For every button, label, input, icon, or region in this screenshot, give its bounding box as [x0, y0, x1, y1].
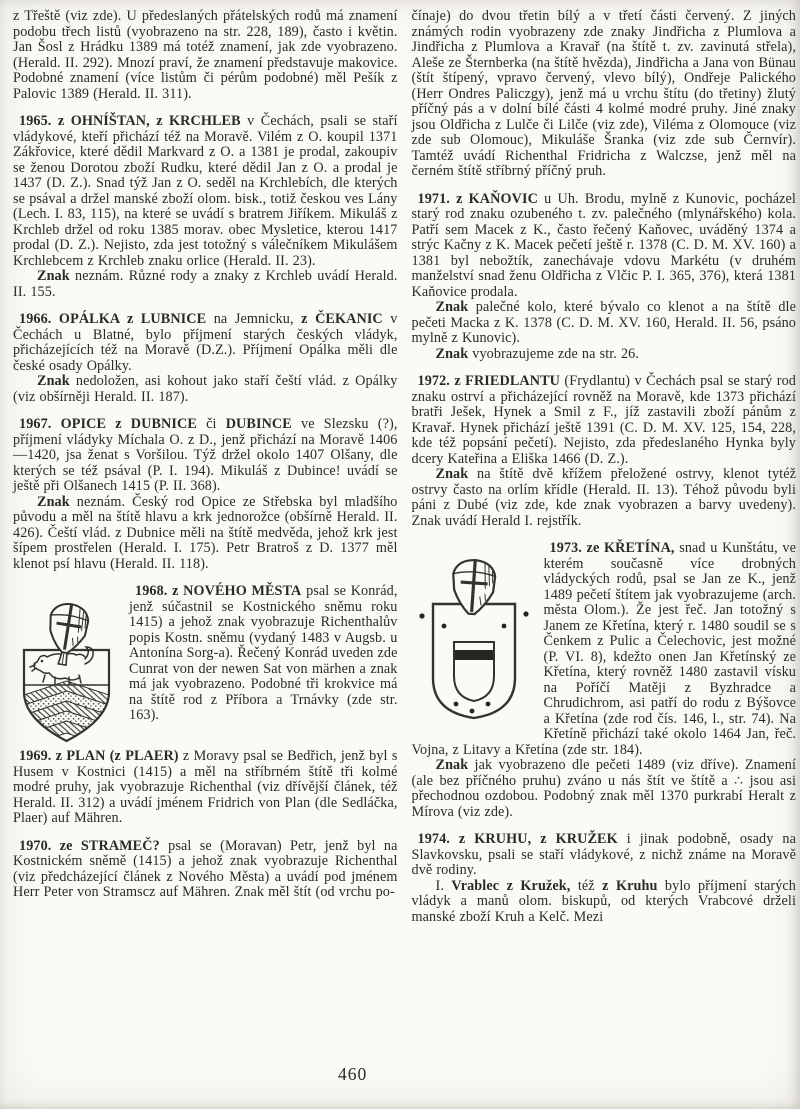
paragraph: 1965. z OHNÍŠTAN, z KRCHLEB v Čechách, psali se staří vládykové, kteří přichází též na Moravě. Vilém z O. koupil 1371 Zákřovice, které dědil Markvard z O. a 1381 je prodal, zakoupiv se ženou Dorotou zboží Rudku, které dědil Jan z O. a prodal je 1437 (D. Z.). Snad týž Jan z O. seděl na Krchlebích, dle kterých se psával a držel manské zboží olom. bisk., totiž českou ves Lány (Lech. I. 83, 115), na které se uvádí s bratrem Jiříkem. Mikuláš z Krchleb držel od roku 1385 morav. obec Mysletice, kterou 1417 prodal (D. Z.). Nejisto, zda jest totožný s válečníkem Mikulášem Krchlebcem z Krchleb znaku orlice (Herald. II. 23).	[13, 113, 398, 269]
paragraph: 1970. ze STRAMEČ? psal se (Moravan) Petr, jenž byl na Kostnickém sněmě (1415) a jehož znak vyobrazuje Richenthal (viz předcházející článek z Nového Města) a uvádí pod jménem Herr Peter von Stramscz auf Mähren. Znak měl štít (od vrchu po-	[13, 837, 398, 900]
paragraph: Znak jak vyobrazeno dle pečeti 1489 (viz dříve). Znamení (ale bez příčného pruhu) zváno u nás štít ve štítě a ∴ jsou asi přechodnou ozdobou. Podobný znak měl 1370 purkrabí Heralt z Mírova (viz zde).	[411, 757, 796, 820]
paragraph-continuation: čínaje) do dvou třetin bílý a v třetí části červený. Z jiných známých rodin vyobrazeny zde znaky Jindřicha z Plumlova a Jindřicha z Plumlova a Kravař (na štítě t. zv. zavinutá střela), Aleše ze Šternberka (na štítě hvězda), Jindřicha a Jana von Bünau (štít štípený, vpravo červený, vlevo bílý), Ondřeje Palického (Herr Ondres Paliczgy), jenž má u vrchu štítu (do třetiny) žlutý příčný pás a v dolní bílé části 4 kolmé modré pruhy. Jiné znaky jsou Oldřicha z Lulče či Lilče (viz zde), Viléma z Olomouce (viz zde sub Olomouc), Mikuláše Šranka (viz zde sub Černvír). Tamtéž uvádí Richenthal Fridricha z Walczse, jenž měl na černém štítě stříbrný příčný pruh.	[411, 8, 796, 179]
paragraph: Znak vyobrazujeme zde na str. 26.	[435, 345, 640, 362]
paragraph: Znak palečné kolo, které bývalo co klenot a na štítě dle pečeti Macka z K. 1378 (C. D. M. XV. 160, Herald. II. 56, psáno mylně z Kunovic).	[411, 299, 796, 346]
right-column	[412, 9, 797, 925]
page-number: 460	[338, 1064, 368, 1084]
paragraph: Znak nedoložen, asi kohout jako staří čeští vlád. z Opálky (viz obšírněji Herald. II. 187).	[13, 373, 398, 405]
paragraph: 1969. z PLAN (z PLAER) z Moravy psal se Bedřich, jenž byl s Husem v Kostnici (1415) a měl na stříbrném štítě tři kolmé modré pruhy, jak vyobrazuje Richenthal (viz dřívější článek, též Herald. II. 312) a uvádí jménem Fridrich von Plan (dle Sedláčka, Plaer) auf Mähren.	[13, 748, 398, 826]
section-1970	[13, 839, 398, 901]
section-1967	[13, 417, 398, 572]
section-1966	[13, 312, 398, 405]
section-1968	[13, 584, 398, 724]
left-column	[13, 9, 398, 925]
section-1965	[13, 114, 398, 300]
paragraph: 1966. OPÁLKA z LUBNICE na Jemnicku, z ČEKANIC v Čechách u Blatné, bylo příjmení starých českých vládyk, přicházejících též na Moravě (D.Z.). Příjmení Opálka měli dle české osady Opálky.	[13, 311, 398, 374]
inner-shield-band	[455, 650, 493, 660]
paragraph: Znak neznám. Český rod Opice ze Střebska byl mladšího původu a měl na štítě hlavu a krk jednorožce (obšírně Herald. II. 426). Čeští vlád. z Dubnice měli na štítě medvěda, jehož krk jest šípem prostřelen (Herald. I. 175). Petr Bratroš z D. 1377 měl klenot psí hlavu (Herald. II. 118).	[13, 493, 398, 572]
paragraph: 1973. ze KŘETÍNA, snad u Kunštátu, ve kterém současně více drobných vládyckých rodů, psal se Jan ze K., jenž 1489 pečetí štítem jak vyobrazujeme (arch. města Olom.). Že jest řeč. Jan totožný s Janem ze Křetína, který r. 1480 soudil se s Čenkem z Pulic a Čelechovic, jest možné (P. VI. 8), kdežto onen Jan Křetínský ze Křetína, který rovněž 1480 zastavil vísku na Poříčí Matěji z Byzhradce a Chrudichrom, asi patří do rodu z Býšovce a Křetína (zde rod čís. 146, l., str. 74). Na Křetíně přichází také okolo 1464 Jan, řeč. Vojna, z Litavy a Křetína (zde str. 184).	[411, 540, 796, 758]
paragraph: I. Vrablec z Kružek, též z Kruhu bylo příjmení starých vládyk a manů olom. biskupů, od kterých Vrabcové drželi manské zboží Kruh a Kelč. Mezi	[411, 877, 796, 925]
section-1972	[412, 374, 797, 529]
coat-of-arms-noveho-mesta-illustration	[17, 597, 117, 747]
kretin-seal-illustration	[416, 554, 532, 732]
section-1974	[412, 832, 797, 925]
paragraph: 1967. OPICE z DUBNICE či DUBINCE ve Slezsku (?), příjmení vládyky Míchala O. z D., jenž přichází na Moravě 1406—1420, jsa ženat s Voršilou. Týž držel okolo 1407 Olšany, dle kterých se též psával (P. I. 194). Mikuláš z Dubince! uvádí se ještě při Olšanech 1415 (P. II. 368).	[13, 416, 398, 494]
paragraph: 1968. z NOVÉHO MĚSTA psal se Konrád, jenž súčastnil se Kostnického sněmu roku 1415) a jehož znak vyobrazuje Richenthalův popis Kostn. sněmu (vydaný 1483 v Augsb. u Antonína Sorg-a). Řečený Konrád uveden zde Cunrat von der newen Sat von märhen a znak má jak vyobrazeno. Podobné tři krokvice má na štítě rod z Příbora a Trnávky (zde str. 163).	[13, 584, 398, 724]
paragraph: 1971. z KAŇOVIC u Uh. Brodu, mylně z Kunovic, pocházel starý rod znaku ozubeného t. zv. palečného (mlynářského) kola. Patří sem Macek z K., často řečený Kaňovec, uváděný 1374 a strýc Kačny z K. Macek pečetí ještě r. 1378 (C. D. M. XV. 160) a 1381 byl nebožtík, zanechávaje vdovu Markétu (v druhém manželství snad ženu Oldřicha z Vlčic P. I. 365, 376), která 1381 Kaňovice prodala.	[411, 190, 796, 300]
section-1971	[412, 192, 797, 363]
paragraph: Znak neznám. Různé rody a znaky z Krchleb uvádí Herald. II. 155.	[13, 268, 398, 300]
paragraph: Znak na štítě dvě křížem přeložené ostrvy, klenot tytéž ostrvy často na orlím křídle (Herald. II. 13). Téhož původu byli páni z Dubé (viz zde, kde znak vyobrazen a barvy uvedeny). Znak uvádí Herald I. rejstřík.	[411, 466, 796, 529]
section-1973	[412, 541, 797, 820]
paragraph: 1972. z FRIEDLANTU (Frydlantu) v Čechách psal se starý rod znaku ostrví a přicházející rovněž na Moravě, kde 1373 přichází bratři Ješek, Hynek a Smil z F., jíž zastavili zboží pánům z Kravař. Hynek přichází ještě 1391 (C. D. M. XV. 125, 154, 228, kde též popsání pečetí). Nejisto, zda předeslaného Hynka byly dcery Kateřina a Eliška 1466 (D. Z.).	[411, 373, 797, 467]
paragraph-continuation: z Třeště (viz zde). U předeslaných přátelských rodů má znamení podobu třech listů (vyobrazeno na str. 228, 189), často i květin. Jan Šosl z Hrádku 1389 má totéž znamení, jak zde vyobrazeno. (Herald. II. 292). Mnozí praví, že znamení představuje makovice. Podobné znamení (více listům či pérům podobné) měl Pešík z Palovic 1389 (Herald. II. 311).	[13, 8, 398, 102]
paragraph: 1974. z KRUHU, z KRUŽEK i jinak podobně, osady na Slavkovsku, psali se staří vládykové, z nichž známe na Moravě dvě rodiny.	[411, 831, 796, 878]
